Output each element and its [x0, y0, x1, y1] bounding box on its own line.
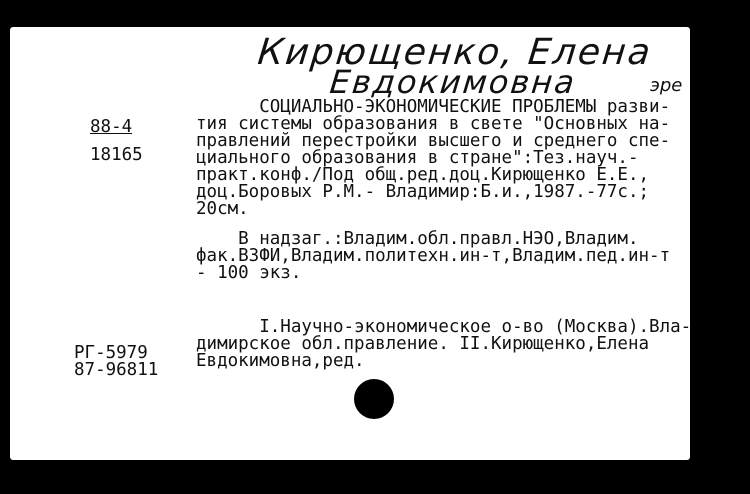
description-line: правлений перестройки высшего и среднего спе- — [196, 131, 671, 151]
description-line: доц.Боровых Р.М.- Владимир:Б.и.,1987.-77с.; — [196, 182, 650, 202]
description-line: СОЦИАЛЬНО-ЭКОНОМИЧЕСКИЕ ПРОБЛЕМЫ разви- — [196, 97, 671, 117]
tracing-line: Евдокимовна,ред. — [196, 351, 365, 371]
note-line: - 100 экз. — [196, 263, 302, 283]
description-line: 20см. — [196, 199, 249, 219]
tracing-line: димирское обл.правление. II.Кирющенко,Елена — [196, 334, 650, 354]
note-line: В надзаг.:Владим.обл.правл.НЭО,Владим. — [196, 229, 639, 249]
catalog-card — [10, 27, 690, 460]
description-line: циального образования в стране":Тез.науч.- — [196, 148, 639, 168]
handwritten-author-patronymic: Евдокимовна — [328, 63, 579, 101]
handwritten-margin-mark: эре — [650, 75, 683, 96]
handwritten-author-surname: Кирющенко, Елена — [255, 32, 655, 73]
shelfmark-sub: 18165 — [90, 145, 143, 165]
description-line: практ.конф./Под общ.ред.доц.Кирющенко Е.Е., — [196, 165, 650, 185]
registration-number: 87-96811 — [74, 360, 159, 380]
punch-hole — [354, 379, 394, 419]
tracing-line: I.Научно-экономическое о-во (Москва).Вла- — [196, 317, 692, 337]
note-line: фак.ВЗФИ,Владим.политехн.ин-т,Владим.пед.ин-т — [196, 246, 671, 266]
rg-record-number: РГ-5979 — [74, 343, 148, 363]
shelfmark-number: 88-4 — [90, 117, 133, 137]
description-line: тия системы образования в свете "Основных на- — [196, 114, 671, 134]
